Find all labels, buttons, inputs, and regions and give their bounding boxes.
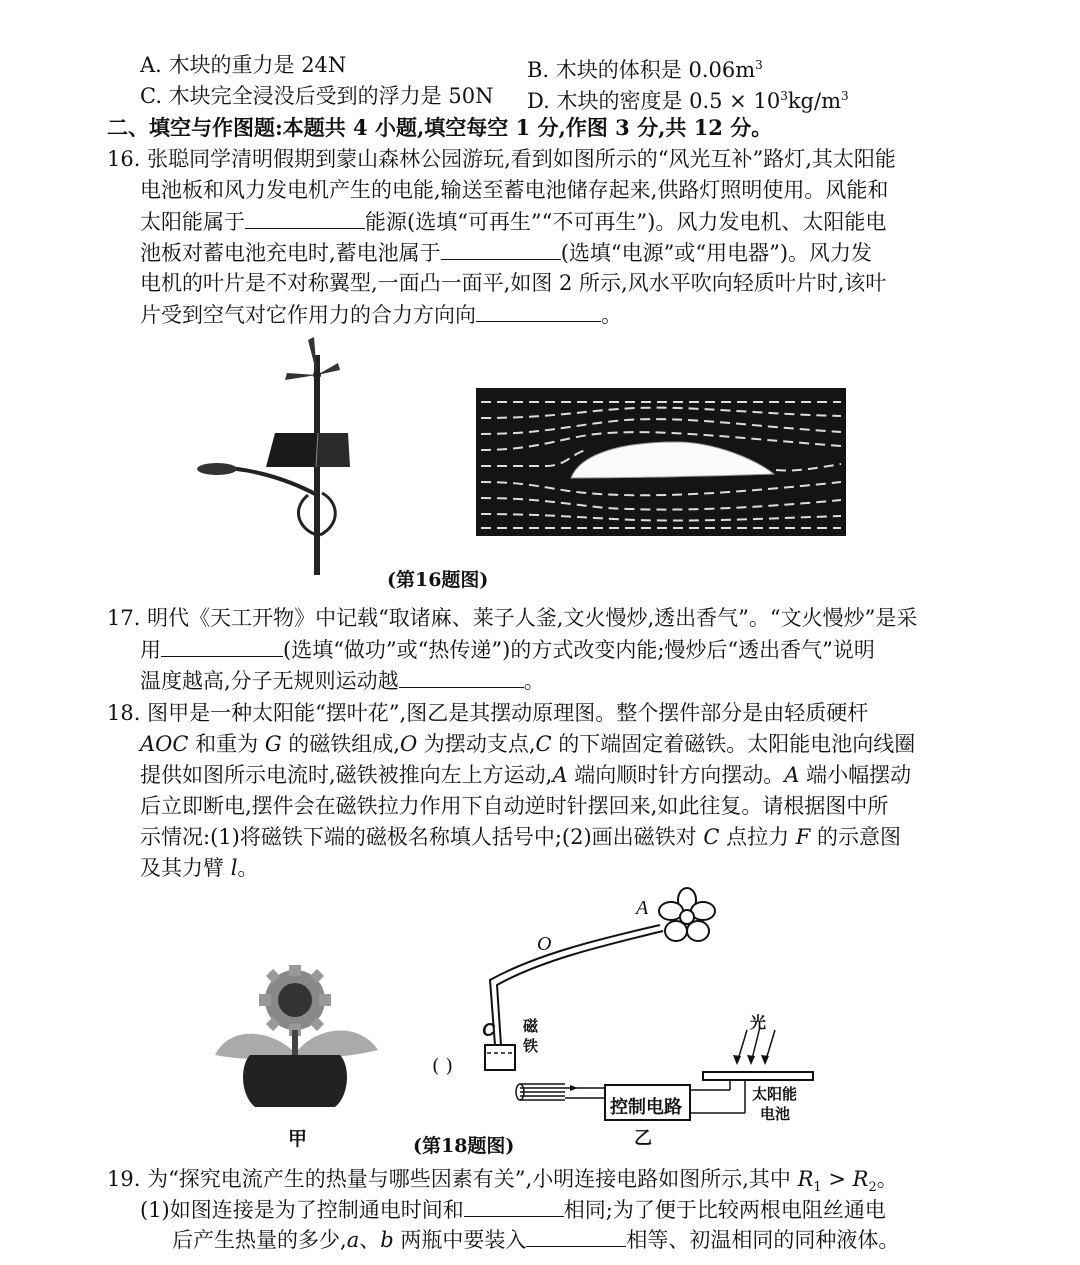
q17-line1: 17. 明代《天工开物》中记载“取诸麻、莱子人釜,文火慢炒,透出香气”。“文火慢炒”是采 <box>107 606 918 630</box>
figure-caption: (第18题图) <box>413 1135 515 1157</box>
q19-line1: 19. 为“探究电流产生的热量与哪些因素有关”,小明连接电路如图所示,其中 $R_1 > R_2$。 <box>107 1167 898 1196</box>
option-d: D. 木块的密度是 $0.5 \times 10^3kg/m^3$ <box>527 89 849 113</box>
q18-line2: AOC 和重为 G 的磁铁组成,O 为摆动支点,C 的下端固定着磁铁。太阳能电池向线圈 <box>140 732 916 756</box>
label-o: O <box>537 933 552 955</box>
answer-blank[interactable] <box>399 665 524 688</box>
answer-blank[interactable] <box>526 1224 626 1247</box>
q16-line4: 池板对蓄电池充电时,蓄电池属于 (选填“电源”或“用电器”)。风力发 <box>140 237 872 268</box>
label-solar-1: 太阳能 <box>752 1086 798 1103</box>
option-a: A. 木块的重力是 24N <box>140 53 347 77</box>
answer-blank[interactable] <box>441 237 561 260</box>
q19-line2: (1)如图连接是为了控制通电时间和 相同;为了便于比较两根电阻丝通电 <box>140 1194 886 1225</box>
q18-line6: 及其力臂 l。 <box>140 856 259 880</box>
label-yi: 乙 <box>634 1128 652 1149</box>
q16-line6: 片受到空气对它作用力的合力方向向 。 <box>140 299 622 330</box>
figure-caption: (第16题图) <box>387 569 489 591</box>
answer-blank[interactable] <box>476 299 601 322</box>
airfoil-figure <box>476 388 846 536</box>
label-c: C <box>482 1020 495 1040</box>
q18-line4: 后立即断电,摆件会在磁铁拉力作用下自动逆时针摆回来,如此往复。请根据图中所 <box>140 794 889 818</box>
q17-line3: 温度越高,分子无规则运动越 。 <box>140 665 545 696</box>
label-solar-2: 电池 <box>760 1106 791 1123</box>
label-magnet-2: 铁 <box>523 1038 539 1055</box>
option-b: B. 木块的体积是 $0.06m^3$ <box>527 58 763 82</box>
answer-blank[interactable] <box>464 1194 564 1217</box>
q16-line5: 电机的叶片是不对称翼型,一面凸一面平,如图 2 所示,风水平吹向轻质叶片时,该叶 <box>140 271 887 295</box>
q18-line3: 提供如图所示电流时,磁铁被推向左上方运动,A 端向顺时针方向摆动。A 端小幅摆动 <box>140 763 912 787</box>
label-control-circuit: 控制电路 <box>610 1097 682 1117</box>
q16-line1: 16. 张聪同学清明假期到蒙山森林公园游玩,看到如图所示的“风光互补”路灯,其太阳能 <box>107 147 896 171</box>
section-heading: 二、填空与作图题:本题共 4 小题,填空每空 1 分,作图 3 分,共 12 分。 <box>107 115 773 140</box>
answer-blank[interactable] <box>245 206 365 229</box>
swinging-flower-figure <box>210 965 385 1115</box>
label-light: 光 <box>750 1015 767 1032</box>
answer-blank[interactable] <box>161 634 283 657</box>
label-jia: 甲 <box>288 1128 308 1150</box>
q18-line1: 18. 图甲是一种太阳能“摆叶花”,图乙是其摆动原理图。整个摆件部分是由轻质硬杆 <box>107 701 869 725</box>
q18-line5: 示情况:(1)将磁铁下端的磁极名称填人括号中;(2)画出磁铁对 C 点拉力 F 的示意图 <box>140 825 902 849</box>
pole-answer-bracket[interactable]: ( ) <box>432 1055 453 1077</box>
q19-line3: 后产生热量的多少,a、b 两瓶中要装入 相等、初温相同的同种液体。 <box>172 1224 899 1255</box>
label-magnet-1: 磁 <box>523 1018 539 1035</box>
label-a: A <box>636 897 649 919</box>
q17-line2: 用 (选填“做功”或“热传递”)的方式改变内能;慢炒后“透出香气”说明 <box>140 634 875 665</box>
q16-line3: 太阳能属于 能源(选填“可再生”“不可再生”)。风力发电机、太阳能电 <box>140 206 886 237</box>
q16-line2: 电池板和风力发电机产生的电能,输送至蓄电池储存起来,供路灯照明使用。风能和 <box>140 178 889 202</box>
street-lamp-figure <box>190 335 365 575</box>
option-c: C. 木块完全浸没后受到的浮力是 50N <box>140 84 494 108</box>
